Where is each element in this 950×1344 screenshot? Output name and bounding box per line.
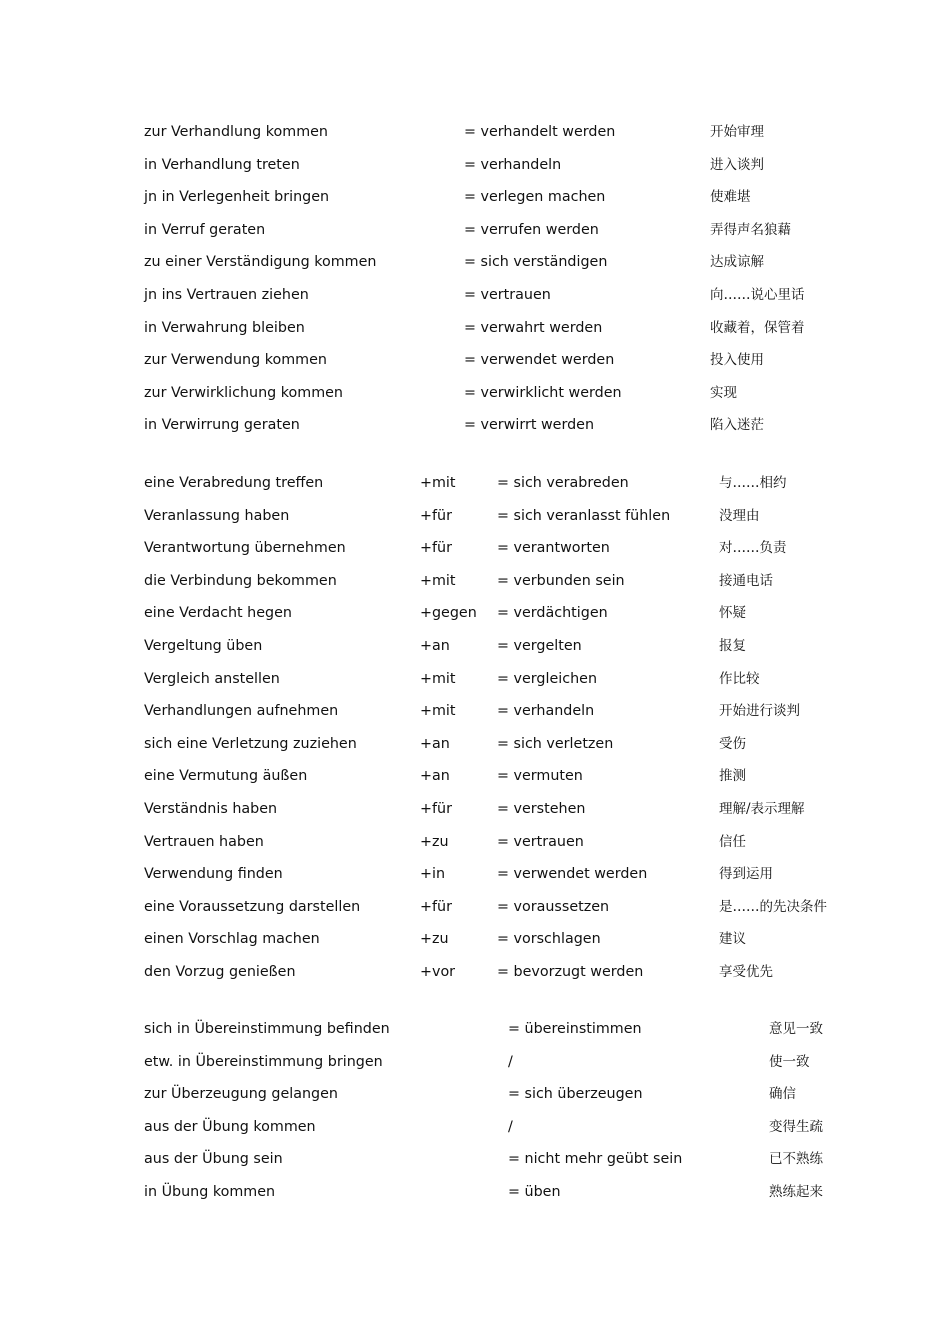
phrase-text: in Verwahrung bleiben [144,319,305,336]
equivalent-verb-text: / [508,1118,513,1135]
phrase-text: sich eine Verletzung zuziehen [144,735,357,752]
chinese-translation-text: 享受优先 [719,963,773,980]
phrase-row [0,383,950,416]
phrase-row [0,701,950,734]
preposition-text: +mit [420,475,456,491]
chinese-translation-text: 与……相约 [719,475,787,491]
equivalent-verb-text: = voraussetzen [497,898,610,915]
phrase-text: zur Verwirklichung kommen [144,384,343,401]
phrase-row [0,799,950,832]
equivalent-verb-text: = nicht mehr geübt sein [508,1151,683,1168]
phrase-text: eine Voraussetzung darstellen [144,898,361,915]
phrase-text: aus der Übung sein [144,1151,283,1168]
phrase-row [0,473,950,506]
chinese-translation-text: 是……的先决条件 [719,898,827,915]
equivalent-verb-text: = verwirklicht werden [464,384,622,401]
phrase-text: die Verbindung bekommen [144,572,337,589]
chinese-translation-text: 投入使用 [710,352,764,369]
preposition-text: +zu [420,931,449,948]
chinese-translation-text: 达成谅解 [710,254,764,271]
equivalent-verb-text: = verstehen [497,800,586,817]
phrase-row [0,571,950,604]
preposition-text: +für [420,507,452,524]
phrase-text: etw. in Übereinstimmung bringen [144,1053,383,1070]
preposition-text: +an [420,735,450,752]
preposition-text: +zu [420,833,449,850]
phrase-row [0,603,950,636]
phrase-text: zur Verwendung kommen [144,352,327,369]
phrase-text: jn in Verlegenheit bringen [144,189,330,206]
chinese-translation-text: 得到运用 [719,866,773,883]
phrase-text: Verwendung finden [144,866,283,883]
equivalent-verb-text: = sich verabreden [497,475,629,491]
phrase-row [0,350,950,383]
phrase-text: eine Verdacht hegen [144,605,292,622]
equivalent-verb-text: = verrufen werden [464,221,599,238]
phrase-text: jn ins Vertrauen ziehen [144,286,309,303]
equivalent-verb-text: = verantworten [497,540,610,557]
preposition-text: +für [420,800,452,817]
chinese-translation-text: 接通电话 [719,572,773,589]
phrase-text: einen Vorschlag machen [144,931,320,948]
phrase-text: zu einer Verständigung kommen [144,254,377,271]
equivalent-verb-text: = übereinstimmen [508,1021,642,1037]
equivalent-verb-text: = sich veranlasst fühlen [497,507,671,524]
phrase-row [0,734,950,767]
section-verb-phrases-1 [0,122,950,448]
equivalent-verb-text: = vertrauen [464,286,551,303]
chinese-translation-text: 意见一致 [769,1021,823,1037]
phrase-row [0,318,950,351]
preposition-text: +mit [420,703,456,720]
chinese-translation-text: 熟练起来 [769,1183,823,1200]
chinese-translation-text: 报复 [719,637,746,654]
phrase-text: Vergeltung üben [144,637,263,654]
equivalent-verb-text: = verwendet werden [464,352,615,369]
preposition-text: +mit [420,670,456,687]
equivalent-verb-text: = vergleichen [497,670,598,687]
preposition-text: +an [420,637,450,654]
section-verb-phrases-3 [0,1019,950,1215]
equivalent-verb-text: = verlegen machen [464,189,606,206]
equivalent-verb-text: = verhandelt werden [464,124,616,140]
phrase-row [0,929,950,962]
phrase-text: zur Überzeugung gelangen [144,1086,338,1103]
phrase-row [0,832,950,865]
phrase-row [0,1149,950,1182]
phrase-row [0,962,950,995]
phrase-row [0,187,950,220]
preposition-text: +vor [420,963,456,980]
chinese-translation-text: 开始审理 [710,124,764,140]
chinese-translation-text: 已不熟练 [769,1151,823,1168]
equivalent-verb-text: = vorschlagen [497,931,601,948]
phrase-row [0,766,950,799]
phrase-text: Veranlassung haben [144,507,290,524]
chinese-translation-text: 陷入迷茫 [710,417,764,434]
phrase-row [0,122,950,155]
equivalent-verb-text: = vermuten [497,768,583,785]
equivalent-verb-text: = bevorzugt werden [497,963,644,980]
phrase-row [0,252,950,285]
equivalent-verb-text: = verwahrt werden [464,319,603,336]
chinese-translation-text: 收藏着，保管着 [710,319,805,336]
chinese-translation-text: 信任 [719,833,746,850]
chinese-translation-text: 向……说心里话 [710,286,805,303]
equivalent-verb-text: / [508,1053,513,1070]
phrase-row [0,285,950,318]
chinese-translation-text: 作比较 [719,670,760,687]
phrase-text: Verständnis haben [144,800,278,817]
equivalent-verb-text: = üben [508,1183,561,1200]
chinese-translation-text: 怀疑 [719,605,746,622]
phrase-row [0,1182,950,1215]
phrase-text: Verhandlungen aufnehmen [144,703,339,720]
equivalent-verb-text: = verhandeln [464,156,562,173]
equivalent-verb-text: = sich verletzen [497,735,614,752]
phrase-text: Vergleich anstellen [144,670,280,687]
chinese-translation-text: 开始进行谈判 [719,703,800,720]
chinese-translation-text: 进入谈判 [710,156,764,173]
preposition-text: +gegen [420,605,477,622]
phrase-row [0,864,950,897]
equivalent-verb-text: = sich überzeugen [508,1086,643,1103]
equivalent-verb-text: = verbunden sein [497,572,625,589]
chinese-translation-text: 没理由 [719,507,760,524]
chinese-translation-text: 建议 [719,931,746,948]
phrase-text: in Verruf geraten [144,221,266,238]
equivalent-verb-text: = verwendet werden [497,866,648,883]
chinese-translation-text: 对……负责 [719,540,787,557]
phrase-row [0,897,950,930]
section-verb-phrases-2 [0,473,950,995]
chinese-translation-text: 确信 [769,1086,796,1103]
phrase-text: in Übung kommen [144,1183,276,1200]
equivalent-verb-text: = vertrauen [497,833,584,850]
phrase-text: in Verwirrung geraten [144,417,300,434]
preposition-text: +für [420,540,452,557]
equivalent-verb-text: = verwirrt werden [464,417,595,434]
phrase-text: sich in Übereinstimmung befinden [144,1021,390,1037]
phrase-text: den Vorzug genießen [144,963,296,980]
phrase-row [0,636,950,669]
phrase-row [0,538,950,571]
preposition-text: +an [420,768,450,785]
preposition-text: +in [420,866,446,883]
chinese-translation-text: 变得生疏 [769,1118,823,1135]
chinese-translation-text: 使一致 [769,1053,810,1070]
phrase-row [0,220,950,253]
chinese-translation-text: 实现 [710,384,737,401]
chinese-translation-text: 受伤 [719,735,746,752]
preposition-text: +für [420,898,452,915]
phrase-row [0,1084,950,1117]
chinese-translation-text: 弄得声名狼藉 [710,221,791,238]
equivalent-verb-text: = vergelten [497,637,582,654]
equivalent-verb-text: = sich verständigen [464,254,608,271]
equivalent-verb-text: = verdächtigen [497,605,608,622]
phrase-row [0,506,950,539]
phrase-row [0,1019,950,1052]
phrase-text: zur Verhandlung kommen [144,124,328,140]
phrase-row [0,1052,950,1085]
phrase-text: eine Vermutung äußen [144,768,308,785]
phrase-text: in Verhandlung treten [144,156,300,173]
equivalent-verb-text: = verhandeln [497,703,595,720]
phrase-row [0,669,950,702]
phrase-text: Vertrauen haben [144,833,264,850]
phrase-row [0,155,950,188]
chinese-translation-text: 理解/表示理解 [719,800,805,817]
phrase-text: eine Verabredung treffen [144,475,324,491]
phrase-row [0,415,950,448]
preposition-text: +mit [420,572,456,589]
phrase-text: Verantwortung übernehmen [144,540,346,557]
phrase-text: aus der Übung kommen [144,1118,316,1135]
phrase-row [0,1117,950,1150]
chinese-translation-text: 使难堪 [710,189,751,206]
chinese-translation-text: 推测 [719,768,746,785]
